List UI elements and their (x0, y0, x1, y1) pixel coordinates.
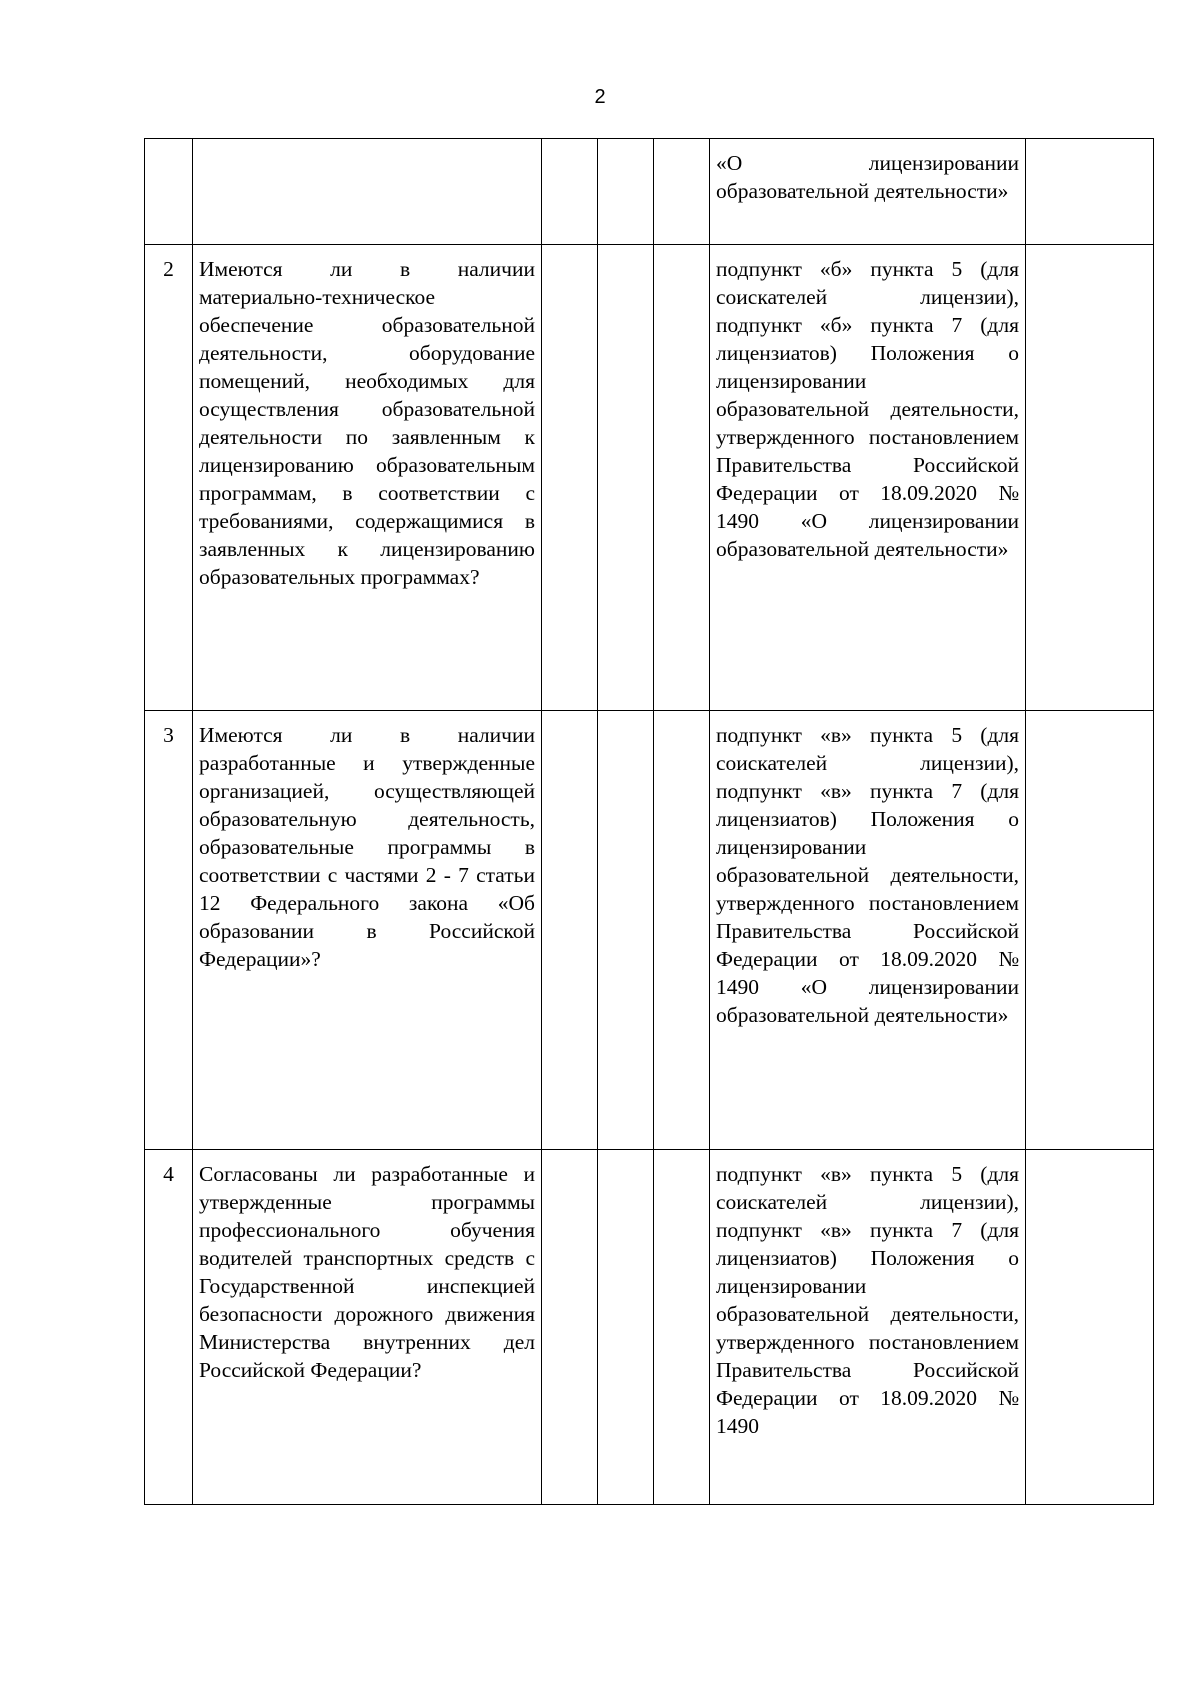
question-cell: Имеются ли в наличии разработанные и утвержденные организацией, осуществляющей образовательную деятельность, образовательные программы в соответствии с частями 2 - 7 статьи 12 Федерального закона «Об образовании в Российской Федерации»? (193, 711, 542, 1150)
answer-yes-cell (542, 711, 598, 1150)
table-row (145, 1150, 1154, 1505)
table-row (145, 711, 1154, 1150)
answer-na-cell (654, 711, 710, 1150)
requirement-reference-cell: «О лицензировании образовательной деятельности» (710, 139, 1026, 245)
answer-yes-cell (542, 139, 598, 245)
page-number: 2 (594, 86, 606, 108)
notes-cell (1026, 139, 1154, 245)
answer-na-cell (654, 1150, 710, 1505)
row-number (145, 139, 193, 245)
answer-na-cell (654, 139, 710, 245)
row-number: 2 (145, 245, 193, 711)
notes-cell (1026, 711, 1154, 1150)
checklist-table (144, 138, 1154, 1505)
requirement-reference-cell: подпункт «в» пункта 5 (для соискателей лицензии), подпункт «в» пункта 7 (для лицензиатов) Положения о лицензировании образовательной деятельности, утвержденного постановлением Правительства Российской Федерации от 18.09.2020 № 1490 «О лицензировании образовательной деятельности» (710, 711, 1026, 1150)
row-number: 4 (145, 1150, 193, 1505)
answer-no-cell (598, 245, 654, 711)
requirement-reference-cell: подпункт «в» пункта 5 (для соискателей лицензии), подпункт «в» пункта 7 (для лицензиатов) Положения о лицензировании образовательной деятельности, утвержденного постановлением Правительства Российской Федерации от 18.09.2020 № 1490 (710, 1150, 1026, 1505)
answer-yes-cell (542, 245, 598, 711)
notes-cell (1026, 245, 1154, 711)
table-row (145, 245, 1154, 711)
row-number: 3 (145, 711, 193, 1150)
table-row (145, 139, 1154, 245)
notes-cell (1026, 1150, 1154, 1505)
answer-no-cell (598, 139, 654, 245)
answer-yes-cell (542, 1150, 598, 1505)
question-cell: Имеются ли в наличии материально-техническое обеспечение образовательной деятельности, оборудование помещений, необходимых для осуществления образовательной деятельности по заявленным к лицензированию образовательным программам, в соответствии с требованиями, содержащимися в заявленных к лицензированию образовательных программах? (193, 245, 542, 711)
question-cell: Согласованы ли разработанные и утвержденные программы профессионального обучения водителей транспортных средств с Государственной инспекцией безопасности дорожного движения Министерства внутренних дел Российской Федерации? (193, 1150, 542, 1505)
answer-na-cell (654, 245, 710, 711)
requirement-reference-cell: подпункт «б» пункта 5 (для соискателей лицензии), подпункт «б» пункта 7 (для лицензиатов) Положения о лицензировании образовательной деятельности, утвержденного постановлением Правительства Российской Федерации от 18.09.2020 № 1490 «О лицензировании образовательной деятельности» (710, 245, 1026, 711)
answer-no-cell (598, 711, 654, 1150)
answer-no-cell (598, 1150, 654, 1505)
question-cell (193, 139, 542, 245)
